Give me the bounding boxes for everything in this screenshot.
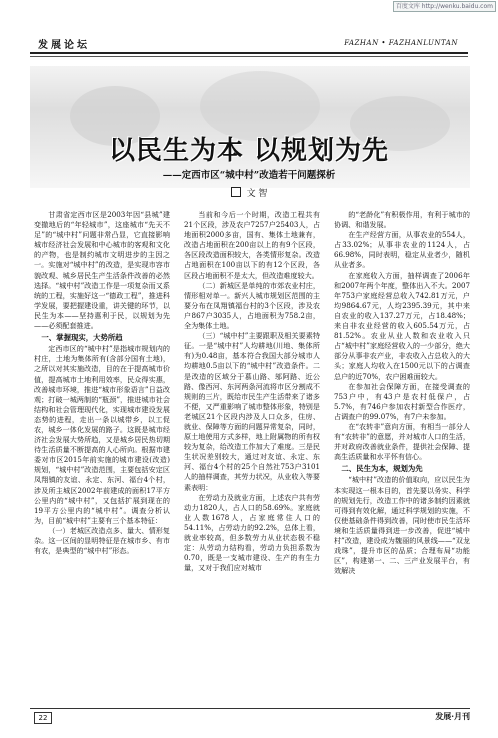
paragraph: 在“农转非”意向方面，有相当一部分人有“农转非”的意愿，并对城市人口的生活，并对政府改善就业条件，提供社会保障、提高生活质量和水平怀有信心。: [334, 421, 470, 462]
paragraph: （一）老城区改造点多、量大、情形复杂。这一区间的显明特征是在城市乡、有市有农，是典型的“城中村”形态。: [34, 525, 170, 556]
section-heading: 一、掌握现实，大势所趋: [41, 333, 123, 343]
footer-rule: [30, 708, 470, 709]
text-column-3: [334, 210, 470, 688]
journal-name-en: FAZHAN • FAZHANLUNTAN: [344, 39, 458, 47]
watermark-label: 百度文库 http://wenku.baidu.com: [393, 1, 496, 12]
section-label: 发展论坛: [38, 40, 90, 51]
text-column-1: [34, 210, 170, 688]
paragraph: （二）新城区是单纯的市郊农业村庄，情形相对单一。新兴人城市规划区范围的主要分布在凤翔镇福台村的3个区段，涉及农户867户3035人，占地面积为758.2亩，全为集体土地。: [184, 280, 320, 331]
paragraph: 在生产经营方面，从事农业的554人，占33.02%；从事非农业的1124人，占66.98%，同时表明，稳定从业者少，随机从业者多。: [334, 230, 470, 270]
page-number: 22: [34, 712, 52, 724]
author-name: 文 智: [246, 189, 268, 199]
footer-journal-name: 发展·月刊: [435, 711, 470, 721]
article-author: [0, 186, 498, 199]
article-body: [34, 210, 470, 688]
header-rule-thin: [30, 56, 468, 57]
paragraph: “城中村”改造的价值取向，应以民生为本实现这一根本目的，首先要以务实、科学的规划先行，改造工作中的诸多制约因素就可得到有效化解，通过科学规划的实施，不仅使基础条件得到改善，同时使市民生活环境和生活质量得到进一步改善，促进“城中村”改造，建设成为魏丽的风景线——“双龙戏珠”，提升市区的品质；合理布局“功能区”，构建第一、二、三产业发展平台，有效解决: [334, 475, 470, 576]
paragraph: 在家庭收入方面，抽样调查了2006年和2007年两个年度，整体出入不大。2007年753户家庭经营总收入742.81万元，户均9864.67元，人均2395.39元，其中来自农业的收入137.27万元，占18.48%；来自非农业经营的收入605.54万元，占81.52%。农业从业人数和农业收入只占“城中村”家庭经营收入的一少部分，绝大部分从事非农产业，非农收入占总收入的大头；家庭人均收入在1500元以下的占调查总户的近70%，农户困难面较大。: [334, 270, 470, 381]
paragraph: 甘肃省定西市区是2003年因“县城”建变撤地后的“年轻城市”，这座城市“先天不足”的“城中村”问题非常凸显，它直接影响城市经济社会发展和中心城市的客观和文化的产物，也是制约城市文明进步的主因之一。实施对“城中村”的改造，是实现市容市貌改观、城乡居民生产生活条件改善的必然选择。“城中村”改造工作是一项复杂而又系统的工程，实施好这一“德政工程”，推进科学发展，要把握建设重，讲关键的环节，以民生为本——坚持惠利于民，以规划为先——必须配套推进。: [34, 210, 170, 331]
paragraph: 在劳动力及就业方面，上述农户共有劳动力1820人，占人口的58.69%。家庭就业人数1678人，占家庭常住人口的54.11%，占劳动力的92.2%，总体上看，就业率较高，但多数劳力从业状态极不稳定：从劳动力结构看，劳动力负担系数为0.70，既是一支城市建设、生产的有生力量，又对于我们应对城市: [184, 492, 320, 573]
header-rule: [30, 52, 468, 54]
paragraph: （三）“城中村”主要跟职及相关要素特征。一是“城中村”人均耕地(川地、集体所有)为0.48亩，基本符合我国大部分城市人均耕地0.5亩以下的“城中村”改造条件。二是改造的区域分于慕山路、邬阿路、近公路、像西河、东河两条河流将市区分割成不规则的三片，既给市民生产生活带来了诸多不便，又严重影响了城市整体形象，特别是老城区21个区段内涉及人口众多，住房、就业、保障等方面的问题异常复杂，同时，原土地使用方式多样，地上附属物的所有权较为复杂，给改造工作加大了难度。三是民生状况差别较大，通过对友谊、永定、东河、福台4个村的25个自然社753户3101人的抽样调查，其劳力状况，从业收入等要素表明：: [184, 331, 320, 492]
paragraph: 定西市区的“城中村”是指城市规划内的村庄，土地为集体所有(含部分国有土地)，之所以对其实施改造，目的在于提高城市价值，提高城市土地利用效率，民众得实惠，改善城市环境，推进“城市形象语言”日益改观；打破一城两制的“瓶颈”，推进城市社会结构和社会管理现代化，实现城市建设发展态势的进程，走出一条以城带乡，以工促农，城乡一体化发展的路子。这既是城市经济社会发展大势所趋，又是城乡居民热切期待生活质量不断提高的人心所向。根据市建委对市区2015年前实施的城市建设(改造)规划，“城中村”改造范围，主要包括安定区凤翔镇的友谊、永定、东河、福台4个村，涉及所主城区2002年前建成的面积17平方公里内的“城中村”，又包括扩展到现在的19平方公里内的“城中村”。调查分析认为，目前“城中村”主要有三个基本特征：: [34, 344, 170, 525]
article-subtitle: ——定西市区“城中村”改造若干问题探析: [162, 170, 336, 181]
paragraph: 的“老龄化”有积极作用，有利于城市的协调、和谐发展。: [334, 210, 470, 230]
author-box-icon: [231, 187, 241, 197]
page-footer: [30, 708, 470, 728]
page-header: [30, 28, 468, 56]
paragraph: 在参加社会保障方面，在接受调查的753户中，有43户是农村低保户，占5.7%，有746户参加农村新型合作医疗，占调查户的99.07%，有7户未参加。: [334, 381, 470, 421]
text-column-2: [184, 210, 320, 688]
section-heading: 二、民生为本，规划为先: [341, 464, 423, 474]
paragraph: 当前和今后一个时期，改造工程共有21个区段，涉及农户7257户25403人，占地面积2000多亩，国有、集体土地兼有，改造占地面积在200亩以上的有9个区段，各区段改造面积较大，各类情形复杂。改造占地面积在100亩以下的有12个区段，各区段占地面积不是太大，但改造难度较大。: [184, 210, 320, 280]
article-title: 以民生为本 以规划为先: [108, 136, 390, 166]
